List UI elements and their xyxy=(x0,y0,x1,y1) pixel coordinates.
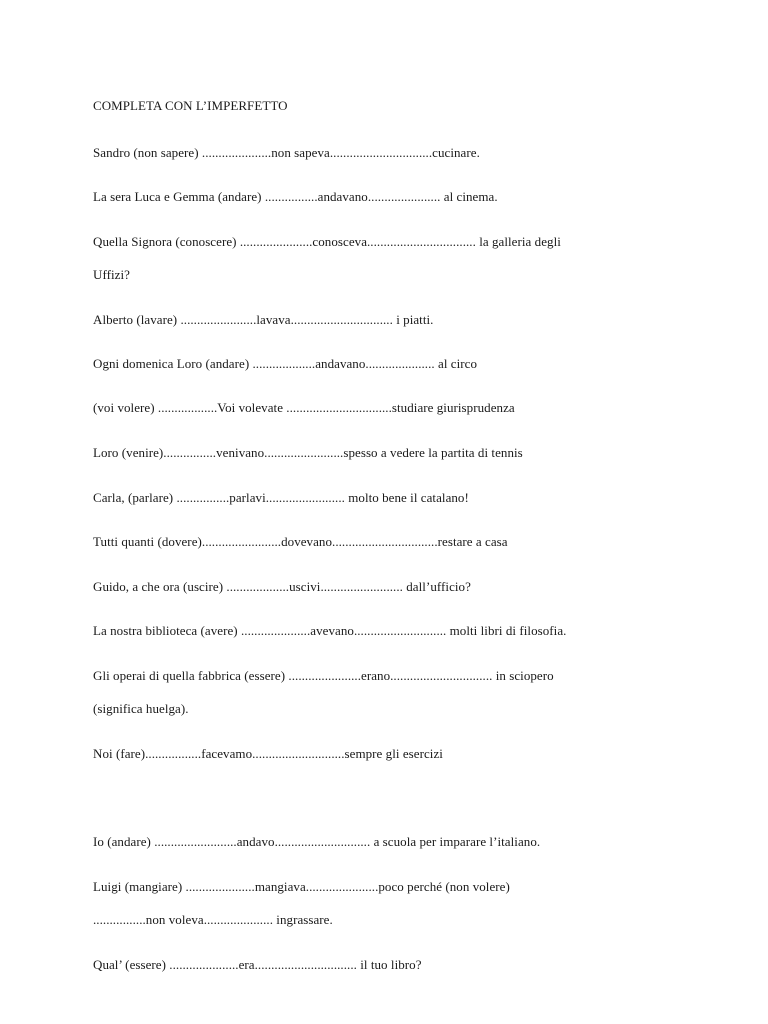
exercise-line-12-continued: (significa huelga). xyxy=(93,701,189,716)
exercise-line-10: Guido, a che ora (uscire) ...................uscivi......................... dall’ufficio? xyxy=(93,579,471,594)
exercise-line-3-continued: Uffizi? xyxy=(93,267,130,282)
exercise-line-14: Io (andare) .........................andavo............................. a scuola per imparare l’italiano. xyxy=(93,834,541,849)
exercise-line-12: Gli operai di quella fabbrica (essere) ......................erano............................... in sciopero xyxy=(93,668,554,683)
exercise-line-7: Loro (venire)................venivano........................spesso a vedere la partita di tennis xyxy=(93,445,523,460)
exercise-line-13: Noi (fare).................facevamo............................sempre gli esercizi xyxy=(93,746,443,761)
exercise-line-15-continued: ................non voleva..................... ingrassare. xyxy=(93,912,333,927)
exercise-line-15: Luigi (mangiare) .....................mangiava......................poco perché (non volere) xyxy=(93,879,510,894)
exercise-line-5: Ogni domenica Loro (andare) ...................andavano..................... al circo xyxy=(93,356,478,371)
exercise-line-8: Carla, (parlare) ................parlavi........................ molto bene il catalano! xyxy=(93,490,469,505)
exercise-line-16: Qual’ (essere) .....................era............................... il tuo libro? xyxy=(93,957,422,972)
exercise-line-9: Tutti quanti (dovere)........................dovevano................................restare a casa xyxy=(93,534,508,549)
exercise-line-2: La sera Luca e Gemma (andare) ................andavano...................... al cinema. xyxy=(93,189,498,204)
exercise-line-4: Alberto (lavare) .......................lavava............................... i piatti. xyxy=(93,312,434,327)
exercise-line-1: Sandro (non sapere) .....................non sapeva...............................cucinare. xyxy=(93,145,480,160)
exercise-line-3: Quella Signora (conoscere) ......................conosceva................................. la galleria degli xyxy=(93,234,561,249)
exercise-line-11: La nostra biblioteca (avere) .....................avevano............................ molti libri di filosofia. xyxy=(93,623,567,638)
exercise-line-6: (voi volere) ..................Voi volevate ................................studiare giurisprudenza xyxy=(93,400,515,415)
exercise-title: COMPLETA CON L’IMPERFETTO xyxy=(93,98,288,113)
